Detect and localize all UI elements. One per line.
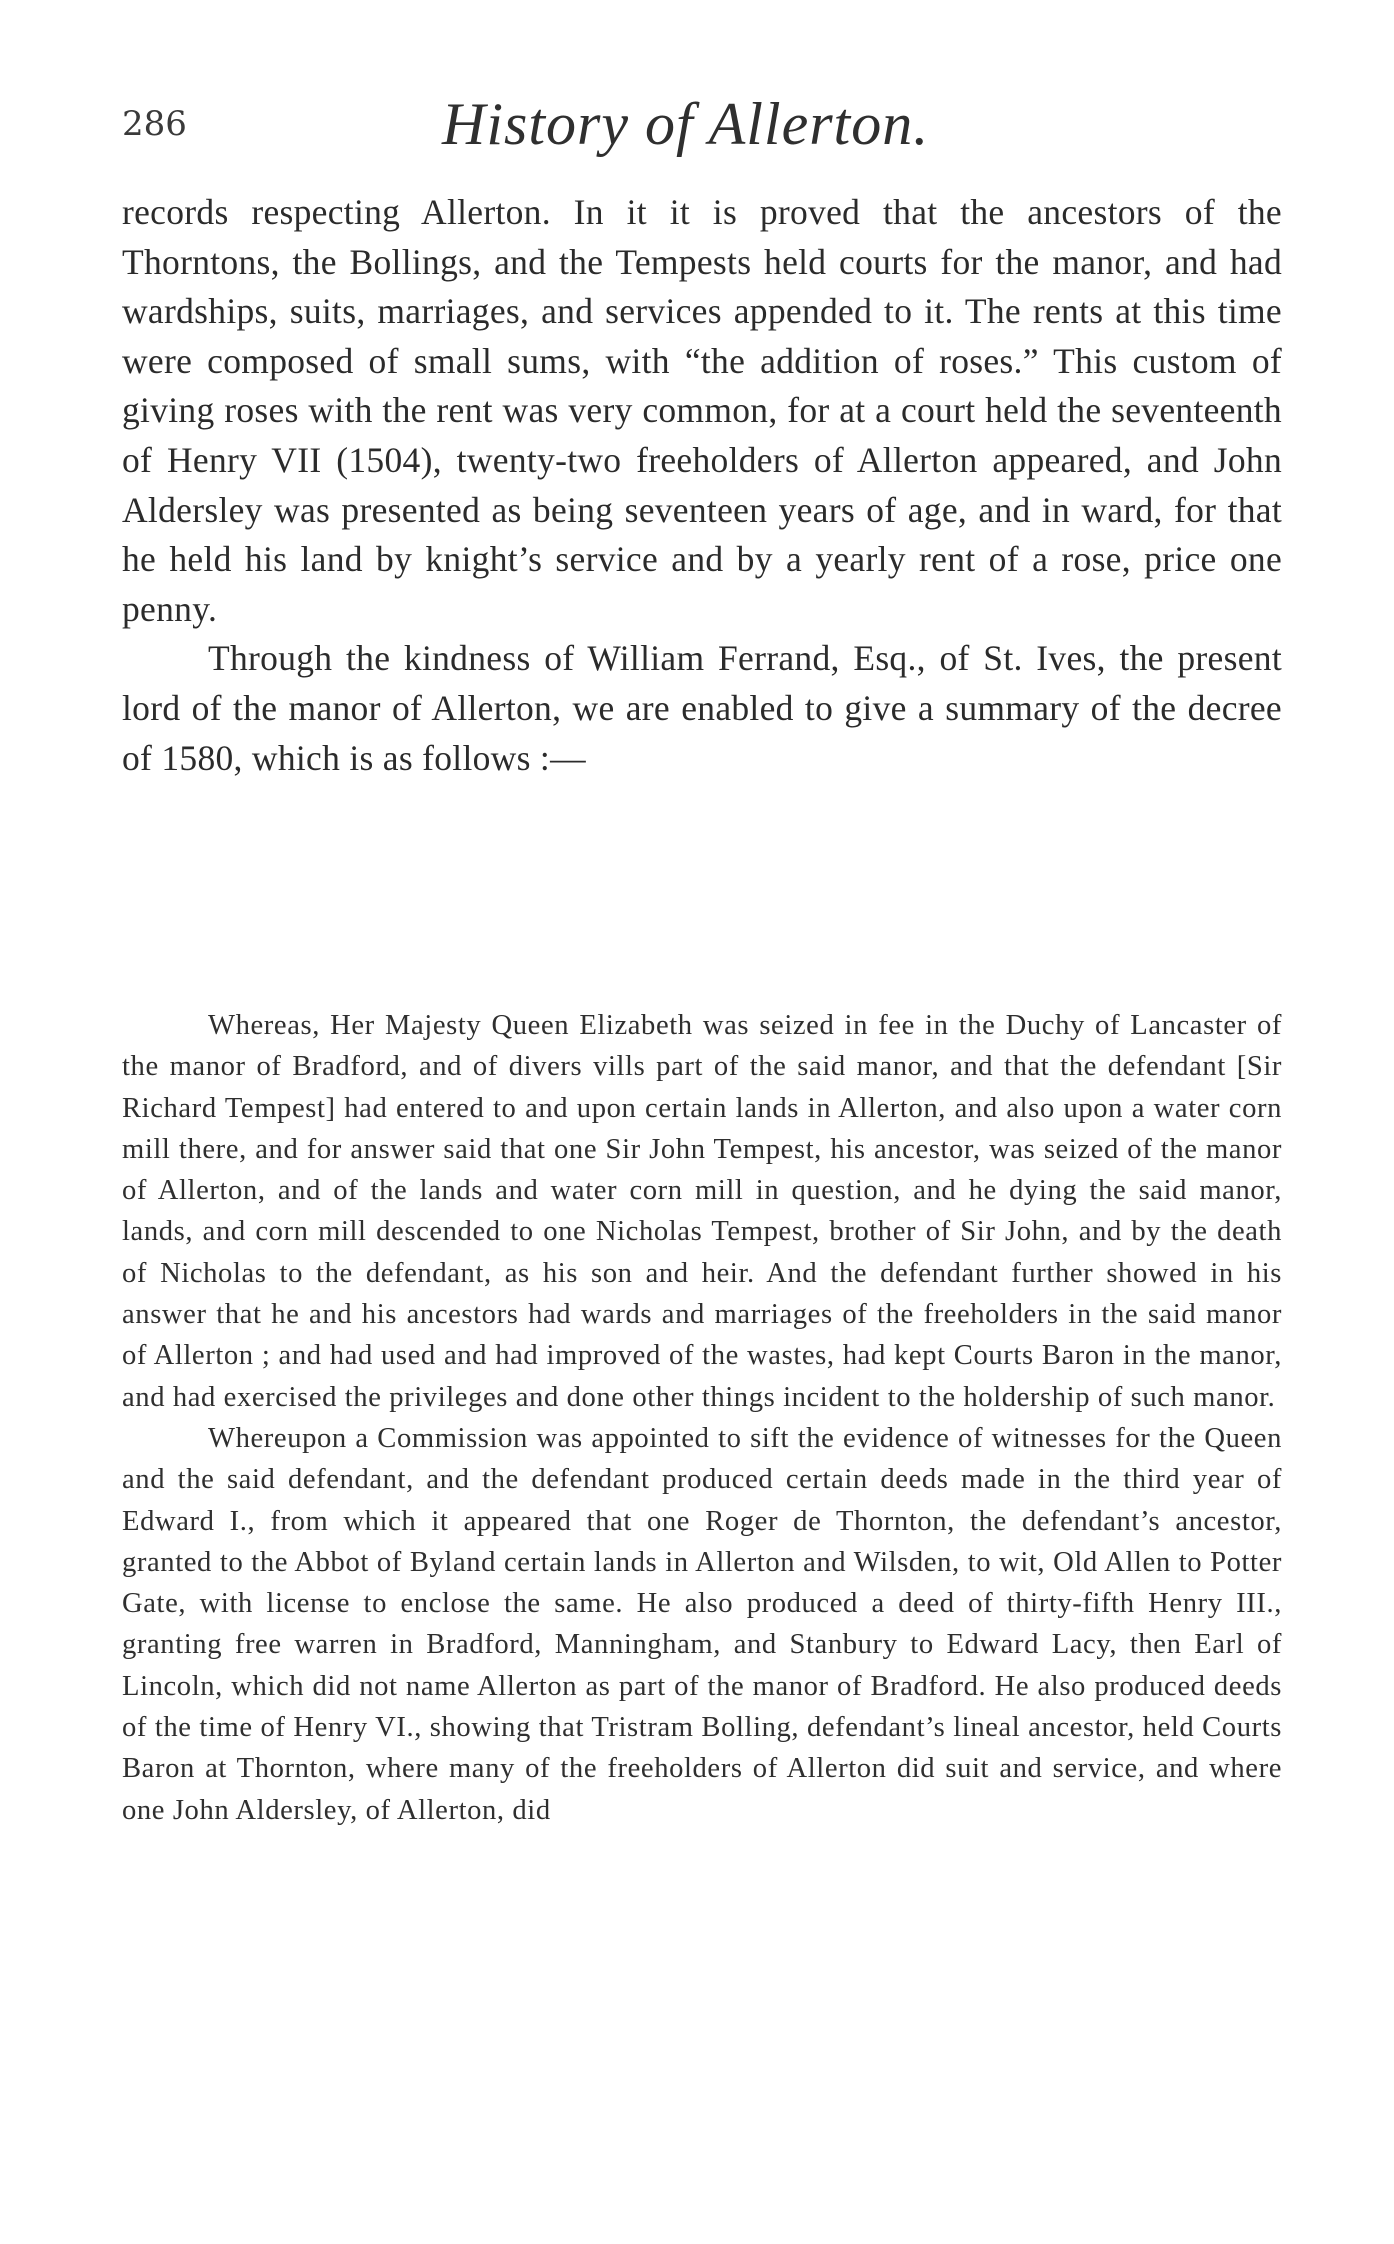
body-paragraph: records respecting Allerton. In it it is proved that the ancestors of the Thorntons, the Bollings, and the Tempests held courts for the manor, and had wardships, suits, marriages, and services appended to it. The rents at this time were composed of small sums, with “the addition of roses.” This custom of giving roses with the rent was very common, for at a court held the seventeenth of Henry VII (1504), twenty-two freeholders of Allerton appeared, and John Aldersley was presented as being seventeen years of age, and in ward, for that he held his land by knight’s service and by a yearly rent of a rose, price one penny. xyxy=(122,192,1282,629)
body-paragraph: Through the kindness of William Ferrand, Esq., of St. Ives, the present lord of the manor of Allerton, we are enabled to give a summary of the decree of 1580, which is as follows :— xyxy=(122,638,1282,778)
page-number: 286 xyxy=(122,104,187,144)
running-head xyxy=(122,90,1282,170)
quotation-paragraph: Whereupon a Commission was appointed to sift the evidence of witnesses for the Queen and the said defendant, and the defendant produced certain deeds made in the third year of Edward I., from which it appeared that one Roger de Thornton, the defendant’s ancestor, granted to the Abbot of Byland certain lands in Allerton and Wilsden, to wit, Old Allen to Potter Gate, with license to enclose the same. He also produced a deed of thirty-fifth Henry III., granting free warren in Bradford, Manningham, and Stanbury to Edward Lacy, then Earl of Lincoln, which did not name Allerton as part of the manor of Bradford. He also produced deeds of the time of Henry VI., showing that Tristram Bolling, defendant’s lineal ancestor, held Courts Baron at Thornton, where many of the freeholders of Allerton did suit and service, and where one John Aldersley, of Allerton, did xyxy=(122,1422,1282,1826)
decree-quotation xyxy=(122,1005,1282,1831)
quotation-paragraph: Whereas, Her Majesty Queen Elizabeth was seized in fee in the Duchy of Lancaster of the manor of Bradford, and of divers vills part of the said manor, and that the defendant [Sir Richard Tempest] had entered to and upon certain lands in Allerton, and also upon a water corn mill there, and for answer said that one Sir John Tempest, his ancestor, was seized of the manor of Allerton, and of the lands and water corn mill in question, and he dying the said manor, lands, and corn mill descended to one Nicholas Tempest, brother of Sir John, and by the death of Nicholas to the defendant, as his son and heir. And the defendant further showed in his answer that he and his ancestors had wards and marriages of the freeholders in the said manor of Allerton ; and had used and had improved of the wastes, had kept Courts Baron in the manor, and had exercised the privileges and done other things incident to the holdership of such manor. xyxy=(122,1010,1282,1413)
main-text xyxy=(122,188,1282,783)
running-title: History of Allerton. xyxy=(442,91,930,157)
